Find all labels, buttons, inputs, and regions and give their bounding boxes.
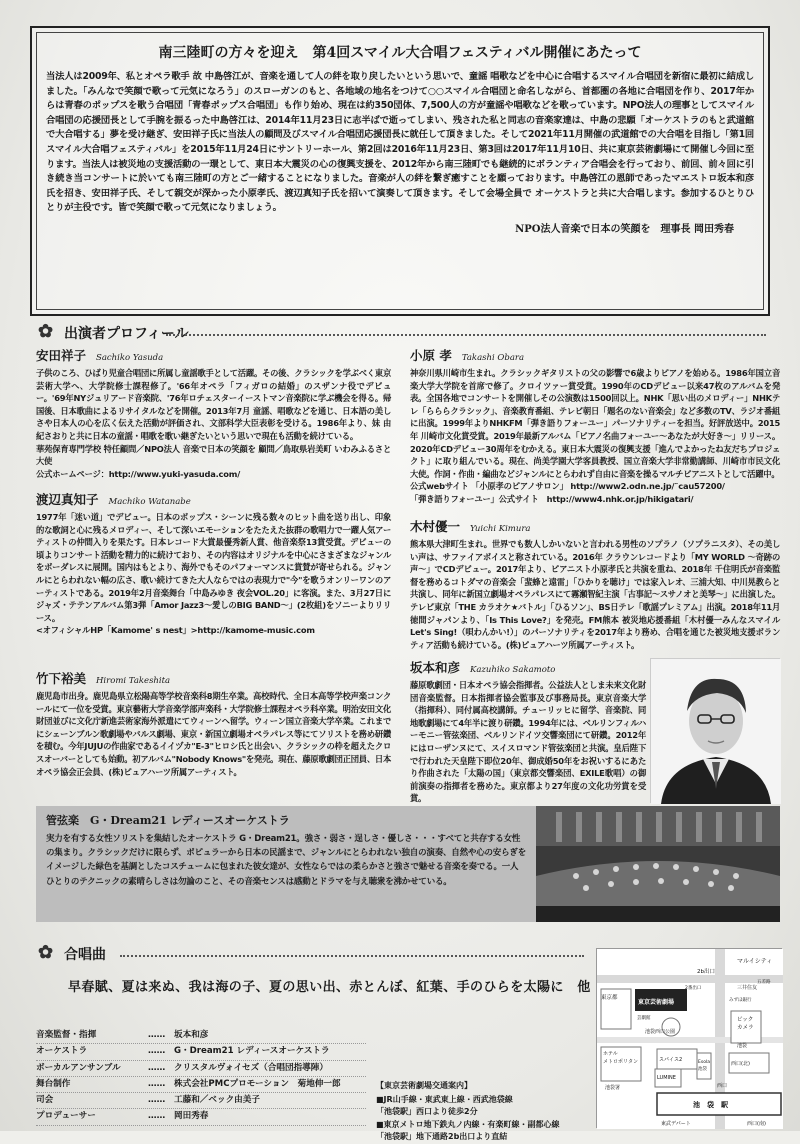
map-label: 東武デパート	[661, 1121, 691, 1127]
credit-value: 工藤和／ベック由美子	[174, 1095, 260, 1106]
performer-roman: Yuichi Kimura	[470, 524, 531, 534]
performer-website-link[interactable]: <オフィシャルHP「Kamome' s nest」>http://kamome-music.com	[36, 625, 315, 636]
credit-separator: ……	[148, 1062, 166, 1073]
performer-yasuda	[36, 346, 391, 480]
map-label: マルイシティ	[737, 958, 773, 965]
orchestra-heading: 管弦楽 G・Dream21 レディースオーケストラ	[46, 814, 290, 827]
credit-row	[36, 1109, 366, 1125]
credit-value: 岡田秀春	[174, 1111, 209, 1122]
performer-website-link[interactable]: 公式webサイト 「小原孝のピアノサロン」 http://www2.odn.ne.jp/˜cau57200/ 「弾き語りフォーユー」公式サイト http://www4.nhk.or.jp/hikigatari/	[410, 481, 725, 504]
performer-obara	[410, 346, 780, 506]
map-label-theater: 東京芸術劇場	[638, 999, 675, 1006]
performer-name-row	[36, 490, 391, 508]
access-line: ■東京メトロ地下鉄丸ノ内線・有楽町線・副都心線	[376, 1119, 560, 1129]
performer-roman: Hiromi Takeshita	[96, 676, 171, 686]
performer-website-link[interactable]: 公式ホームページ：http://www.yuki-yasuda.com/	[36, 468, 241, 479]
orchestra-block	[36, 806, 536, 922]
credit-separator: ……	[148, 1111, 166, 1122]
map-label: ビック	[737, 1017, 754, 1023]
access-title: 【東京芸術劇場交通案内】	[376, 1081, 472, 1090]
performer-bio: 1977年「迷い道」でデビュー。日本のポップス・シーンに残る数々のヒット曲を送り出し、印象的な歌詞と心に残るメロディー、そして深いエモーションをたたえた抜群の歌唱力で一躍人気アーティストの仲間入りを果たす。日本レコード大賞最優秀新人賞、他音楽祭13賞受賞。デビューの頃よりコンサート活動を精力的に続けており、その内容はオリジナルを中心にさまざまなジャンルをボーダレスに展開。国内はもとより、海外でもそのパフォーマンスに賞賛が寄せられる。ジャンルにとらわれない幅の広さ、歌い続けてきた大人ならではの表現力で"今"を歌うオンリーワンのアーティストである。2019年2月音楽舞台「中島みゆき 夜会VOL.20」に客演。また、3月27日にジャズ・テテンアルバム第3弾「Amor Jazz3～愛しのBIG BAND～」(2枚組)をソニーよりリリース。	[36, 512, 391, 623]
credit-value: G・Dream21 レディースオーケストラ	[174, 1046, 330, 1057]
performer-bio: 熊本県大津町生まれ。世界でも数人しかいないと言われる男性のソプラノ（ソプラニスタ）、その美しい声は、サファイアボイスと称されている。2016年 クラウンレコードより「MY WORLD ～奇跡の声～」でCDデビュー。2017年より、ピアニスト小原孝氏と共演を重ね、2018年 千住明氏が音楽監督を務めるコトダマの音楽会「蜚蜂と遠雷」「ひかりを聴け」では家入レオ、三浦大知、中川晃教らと共演し、同年に新国立劇場オペラパレスにて霧瀬智紀主演「古事記～スサノオと美琴～」に出演した。テレビ東京「THE カラオケ★バトル」「ひるソン」、BS日テレ「歌謡プレミアム」出演。2018年11月 徳間ジャパンより、「Is This Love?」を発売。FM熊本 被災地応援番組「木村優一みんなスマイル Let's Sing!（唄わんかい!）」のパーソナリティを2017年より務め、合唱を通じた被災地支援ボランティア活動も続けている。(株)ピュアハーツ所属アーティスト。	[410, 539, 780, 650]
map-label: 西口(南)	[747, 1121, 766, 1127]
credit-value: 坂本和彦	[174, 1030, 209, 1040]
map-label: 西口(北)	[731, 1061, 750, 1067]
map-label: みずほ銀行	[729, 998, 752, 1003]
songs-section-title: 合唱曲	[64, 947, 106, 963]
map-label: 池袋	[737, 1043, 748, 1049]
performer-watanabe	[36, 490, 391, 637]
credit-row	[36, 1061, 366, 1077]
map-label: 池袋	[698, 1067, 707, 1072]
flower-icon	[38, 945, 56, 963]
performer-name-row	[36, 669, 391, 687]
credit-role: オーケストラ	[36, 1046, 88, 1057]
greeting-frame	[30, 26, 770, 316]
performer-bio: 藤原歌劇団・日本オペラ協会指揮者。公益法人としま未来文化財団音楽監督。日本指揮者協会監事及び事務局長。東京音楽大学（指揮科）、同付属高校講師。チューリッヒに留学、音楽院、同地歌劇場にて4年半に渡り研鑽。1994年には、ベルリンフィルハーモニー管弦楽団、ベルリンドイツ交響楽団にて研鑽。2012年にはローザンヌにて、スイスロマンド管弦楽団と共演。皇后陛下で行われた天皇陛下即位20年、御成婚50年をお祝いするにあたり作曲された「太陽の国」（東京都交響楽団、EXILE歌唱）の御前演奏の指揮者を務めた。東京都より27年度の文化功労賞を受賞。	[410, 680, 646, 804]
section-divider	[166, 334, 766, 336]
greeting-paragraph: 当法人は2009年、私とオペラ歌手 故 中島啓江が、音楽を通して人の絆を取り戻したいという思いで、童謡 唱歌などを中心に合唱するスマイル合唱団を新宿に最初に結成しました。「みんなで笑顔で歌って元気になろう」のスローガンのもと、各地域の地名をつけて○○スマイル合唱団と命名しながら、首都圏の各地に合唱団を作り、2017年からは青春のポップスを歌う合唱団「青春ポップス合唱団」も作り始め、現在は約350団体、7,500人の方が童謡や唱歌などを歌っています。NPO法人の理事としてスマイル合唱団の応援団長として手腕を振るった中島啓江は、2014年11月23日に志半ばで逝ってしまい、残された私と同志の音楽家達は、中島の悲願「オーケストラのもと武道館で大合唱する」夢を受け継ぎ、安田祥子氏に当法人の顧問及びスマイル合唱団応援団長に就任して頂きました。そして2021年11月開催の武道館での大合唱を目指し「第1回スマイル大合唱フェスティバル」を2015年11月24日にサントリーホール、第2回は2016年11月23日、第3回は2017年11月10日、共に東京芸術劇場にて開催し今回に至ります。当法人は被災地の支援活動の一環として、東日本大震災の心の復興支援を、2012年から南三陸町でも継続的にボランティア合唱会を行っており、前回、前々回に引き続き当コンサートに於いても南三陸町の方とご一緒することになりました。音楽が人の絆を繋ぎ癒すことを願っております。中島啓江の恩師であったマエストロ坂本和彦氏を招き、安田祥子氏、そして親交が深かった小原孝氏、渡辺真知子氏を招いて演奏して頂きます。そして会場全員で オーケストラと共に大合唱します。参加するひとりひとりが主役です。皆で笑顔で歌って元気になりましょう。	[46, 71, 754, 214]
performers-section-header	[38, 323, 189, 343]
access-map	[596, 948, 782, 1128]
performer-name-row	[410, 658, 646, 676]
performer-name: 小原 孝	[410, 348, 452, 363]
credit-row	[36, 1028, 366, 1044]
performer-name-row	[36, 346, 391, 364]
performers-section-title: 出演者プロフィール	[64, 326, 189, 342]
performer-bio: 鹿児島市出身。鹿児島県立松陽高等学校音楽科8期生卒業。高校時代、全日本高等学校声楽コンクールにて一位を受賞。東京藝術大学音楽学部声楽科・大学院修士課程オペラ科卒業。明治安田文化財団並びに文化庁新進芸術家海外派遣にてウィーンへ留学。ウィーン国立音楽大学卒業。これまでにシェーンブルン歌劇場やバルス劇場、東京・新国立劇場オペラパレス等にてソリストを務め研鑽を積む。今年JUJUの作曲家であるイイヅカ"E-3"ヒロシ氏と出会い、クラシックの枠を超えたクロスオーバーとしても始動。初アルバム"Nobody Knows"を発売。現在、藤原歌劇団正団員、日本オペラ協会正会員、(株)ピュアハーツ所属アーティスト。	[36, 691, 391, 777]
section-divider	[120, 955, 584, 957]
map-label: 芸劇館	[637, 1016, 651, 1021]
map-label: 西口	[717, 1083, 728, 1089]
credit-separator: ……	[148, 1095, 166, 1106]
credit-role: 舞台制作	[36, 1078, 71, 1089]
credit-row	[36, 1093, 366, 1109]
credit-role: 音楽監督・指揮	[36, 1030, 97, 1040]
flower-icon	[38, 324, 56, 342]
map-label: 東京都	[601, 995, 618, 1001]
performer-takeshita	[36, 669, 391, 778]
map-label: ホテル	[603, 1051, 618, 1057]
access-info	[376, 1080, 586, 1144]
map-label: スパイス2	[659, 1057, 683, 1063]
performer-name: 坂本和彦	[410, 660, 461, 675]
performer-sakamoto	[410, 658, 646, 805]
credit-row	[36, 1044, 366, 1060]
access-line: 「池袋駅」西口より徒歩2分	[376, 1107, 478, 1116]
map-label: 三井住友	[737, 985, 758, 991]
sakamoto-portrait	[650, 658, 780, 803]
map-label: カメラ	[737, 1025, 754, 1031]
performer-roman: Takashi Obara	[461, 353, 525, 363]
credit-value: 株式会社PMCプロモーション 菊地伸一郎	[174, 1078, 341, 1089]
performer-name: 木村優一	[410, 519, 461, 534]
performer-roman: Sachiko Yasuda	[96, 353, 164, 363]
credit-role: 司会	[36, 1095, 54, 1106]
performer-bio: 神奈川県川崎市生まれ。クラシックギタリストの父の影響で6歳よりピアノを始める。1986年国立音楽大学大学院を首席で修了。クロイツァー賞受賞。1990年のCDデビュー以来47枚のアルバムを発表。全国各地でコンサートを開催しその公演数は1500回以上。NHK「思い出のメロディー」NHKテレ「らららクラシック」、音楽教育番組、テレビ朝日「題名のない音楽会」など多数のTV、ラジオ番組に出演。1999年よりNHKFM「弾き語りフォーユー」パーソナリティーを担当。好評放送中。2015年 川崎市文化賞受賞。2019年最新アルバム「ピアノ名曲フォーユー～あなたが大好き～」リリース。2020年CDデビュー30周年をむかえる。東日本大震災の復興支援「進んでよかったね友だちプロジェクト」に取り組んでいる。現在、尚美学園大学客員教授、国立音楽大学非常勤講師、川崎市市民文化大使。作詞・作曲・編曲などジャンルにとらわれず自由に音楽を操るマルチピアニストとして活躍中。	[410, 368, 780, 479]
access-line: 「池袋駅」地下通路2b出口より直結	[376, 1132, 508, 1141]
greeting-signature: NPO法人音楽で日本の笑顔を 理事長 岡田秀春	[515, 223, 734, 235]
greeting-body	[46, 70, 754, 216]
credit-separator: ……	[148, 1078, 166, 1089]
map-label: 池袋署	[605, 1085, 621, 1091]
map-label: 2番出口	[685, 986, 702, 991]
performer-name: 渡辺真知子	[36, 492, 99, 507]
greeting-title: 南三陸町の方々を迎え 第4回スマイル大合唱フェスティバル開催にあたって	[158, 45, 642, 61]
orchestra-photo	[536, 806, 780, 922]
map-label: Esola	[698, 1060, 710, 1065]
songs-section-header	[38, 944, 106, 964]
performer-affiliation: 華苑保育専門学校 特任顧問／NPO法人 音楽で日本の笑顔を 顧問／鳥取県岩美町 いわみふるさと大使	[36, 443, 391, 467]
orchestra-description: 実力を有する女性ソリストを集結したオーケストラ G・Dream21。強さ・弱さ・逞しさ・優しさ・・・すべてと共存する女性の集まり。クラシックだけに限らず、ポピュラーから日本の民謡まで、ジャンルにとらわれない独自の演奏、自然や心の安らぎをイメージした緑色を基調としたコスチュームに包まれた彼女達が、女性ならではの柔らかさと強さで魅せる音楽を奏でる。一人ひとりのテクニックの素晴らしさは勿論のこと、その音楽センスは感動とドラマを与え聴衆を沸かせている。	[46, 834, 527, 887]
performer-kimura	[410, 517, 780, 651]
map-label: 2b出口	[697, 969, 715, 975]
map-label: LUMINE	[657, 1075, 676, 1081]
song-list: 早春賦、夏は来ぬ、我は海の子、夏の思い出、赤とんぼ、紅葉、手のひらを太陽に 他	[68, 980, 591, 995]
performer-name-row	[410, 346, 780, 364]
map-label: 五差路	[757, 980, 771, 985]
credits-table	[36, 1028, 366, 1126]
performer-roman: Kazuhiko Sakamoto	[470, 665, 556, 675]
performer-bio: 子供のころ、ひばり児童合唱団に所属し童謡歌手として活躍。その後、クラシックを学ぶべく東京芸術大学へ、大学院修士課程修了。'66年オペラ「フィガロの結婚」のスザンナ役でデビュー。'69年NYジュリアード音楽院、'76年ロチェスターイーストマン音楽院に学ぶ機会を得る。帰国後、日本歌曲によるリサイタルなどを開催。2013年7月 童謡、唱歌などを通じ、日本語の美しさや日本人の心を広く伝えた活動が評価され、文部科学大臣表彰を受ける。1986年より、妹 由紀さおりと共に日本の童謡・唱歌を歌い継ぎたいという思いで現在も活動を続けている。	[36, 368, 391, 441]
performer-name: 竹下裕美	[36, 671, 87, 686]
credit-role: プロデューサー	[36, 1111, 96, 1122]
credit-separator: ……	[148, 1046, 166, 1057]
credit-role: ボーカルアンサンブル	[36, 1062, 121, 1073]
credit-value: クリスタルヴォイセズ（合唱団指導陣）	[174, 1062, 328, 1073]
performer-roman: Machiko Watanabe	[108, 497, 191, 507]
access-line: ■JR山手線・東武東上線・西武池袋線	[376, 1094, 513, 1104]
map-label: メトロポリタン	[603, 1059, 639, 1065]
credit-separator: ……	[148, 1030, 166, 1040]
credit-row	[36, 1077, 366, 1093]
performer-name-row	[410, 517, 780, 535]
map-label-station: 池 袋 駅	[693, 1101, 728, 1109]
map-label: 池袋西口公園	[645, 1029, 676, 1035]
performer-name: 安田祥子	[36, 348, 87, 363]
